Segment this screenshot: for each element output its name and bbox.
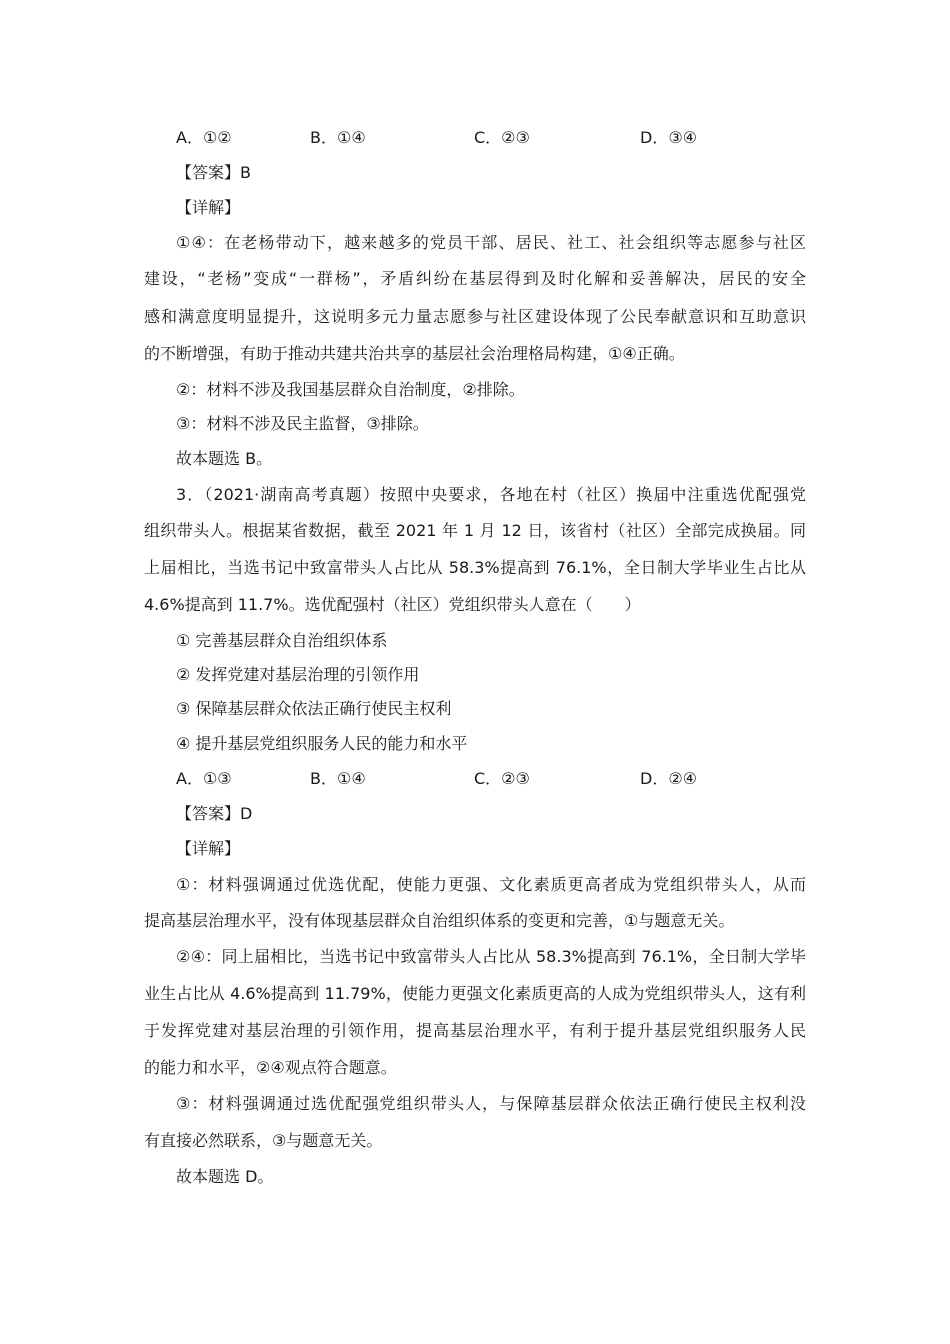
q3-option-c: C．②③ (474, 769, 530, 788)
q3-stem-line: 上届相比，当选书记中致富带头人占比从 58.3%提高到 76.1%，全日制大学毕业生占比从 (144, 558, 806, 577)
q2-exclude-3: ③：材料不涉及民主监督，③排除。 (176, 414, 429, 433)
q3-stem-line: 3．（2021·湖南高考真题）按照中央要求，各地在村（社区）换届中注重选优配强党 (176, 485, 806, 504)
q3-detail-title: 【详解】 (176, 839, 241, 858)
q2-detail-line: 的不断增强，有助于推动共建共治共享的基层社会治理格局构建，①④正确。 (144, 344, 685, 363)
q2-option-b: B．①④ (310, 128, 366, 147)
q3-detail-line: ②④：同上届相比，当选书记中致富带头人占比从 58.3%提高到 76.1%，全日制大学毕 (176, 947, 806, 966)
q3-conclusion: 故本题选 D。 (176, 1167, 274, 1186)
q2-detail-title: 【详解】 (176, 198, 241, 217)
q2-detail-line: 感和满意度明显提升，这说明多元力量志愿参与社区建设体现了公民奉献意识和互助意识 (144, 307, 806, 326)
q3-detail-line: ③：材料强调通过选优配强党组织带头人，与保障基层群众依法正确行使民主权利没 (176, 1094, 806, 1113)
q2-exclude-2: ②：材料不涉及我国基层群众自治制度，②排除。 (176, 380, 525, 399)
q3-option-d: D．②④ (640, 769, 698, 788)
q3-statement: ① 完善基层群众自治组织体系 (176, 631, 388, 650)
q2-option-d: D．③④ (640, 128, 698, 147)
q3-stem-line: 组织带头人。根据某省数据，截至 2021 年 1 月 12 日，该省村（社区）全部完成换届。同 (144, 521, 806, 540)
q2-option-a: A．①② (176, 128, 232, 147)
q3-option-a: A．①③ (176, 769, 232, 788)
q3-detail-line: 的能力和水平，②④观点符合题意。 (144, 1058, 397, 1077)
q3-detail-line: ①：材料强调通过优选优配，使能力更强、文化素质更高者成为党组织带头人，从而 (176, 875, 806, 894)
q2-answer: 【答案】B (176, 163, 251, 182)
q2-detail-line: 建设，“老杨”变成“一群杨”，矛盾纠纷在基层得到及时化解和妥善解决，居民的安全 (144, 269, 806, 288)
q3-statement: ④ 提升基层党组织服务人民的能力和水平 (176, 734, 468, 753)
q3-option-b: B．①④ (310, 769, 366, 788)
q3-stem-line: 4.6%提高到 11.7%。选优配强村（社区）党组织带头人意在（ ） (144, 595, 641, 614)
q2-option-c: C．②③ (474, 128, 530, 147)
q3-detail-line: 有直接必然联系，③与题意无关。 (144, 1131, 383, 1150)
q3-detail-line: 业生占比从 4.6%提高到 11.79%，使能力更强文化素质更高的人成为党组织带头人，这有利 (144, 984, 806, 1003)
q3-detail-line: 提高基层治理水平，没有体现基层群众自治组织体系的变更和完善，①与题意无关。 (144, 911, 735, 930)
q3-detail-line: 于发挥党建对基层治理的引领作用，提高基层治理水平，有利于提升基层党组织服务人民 (144, 1021, 806, 1040)
q2-detail-line: ①④：在老杨带动下，越来越多的党员干部、居民、社工、社会组织等志愿参与社区 (176, 233, 806, 252)
q3-statement: ③ 保障基层群众依法正确行使民主权利 (176, 699, 452, 718)
q3-answer: 【答案】D (176, 804, 253, 823)
q3-statement: ② 发挥党建对基层治理的引领作用 (176, 665, 420, 684)
q2-conclusion: 故本题选 B。 (176, 449, 273, 468)
